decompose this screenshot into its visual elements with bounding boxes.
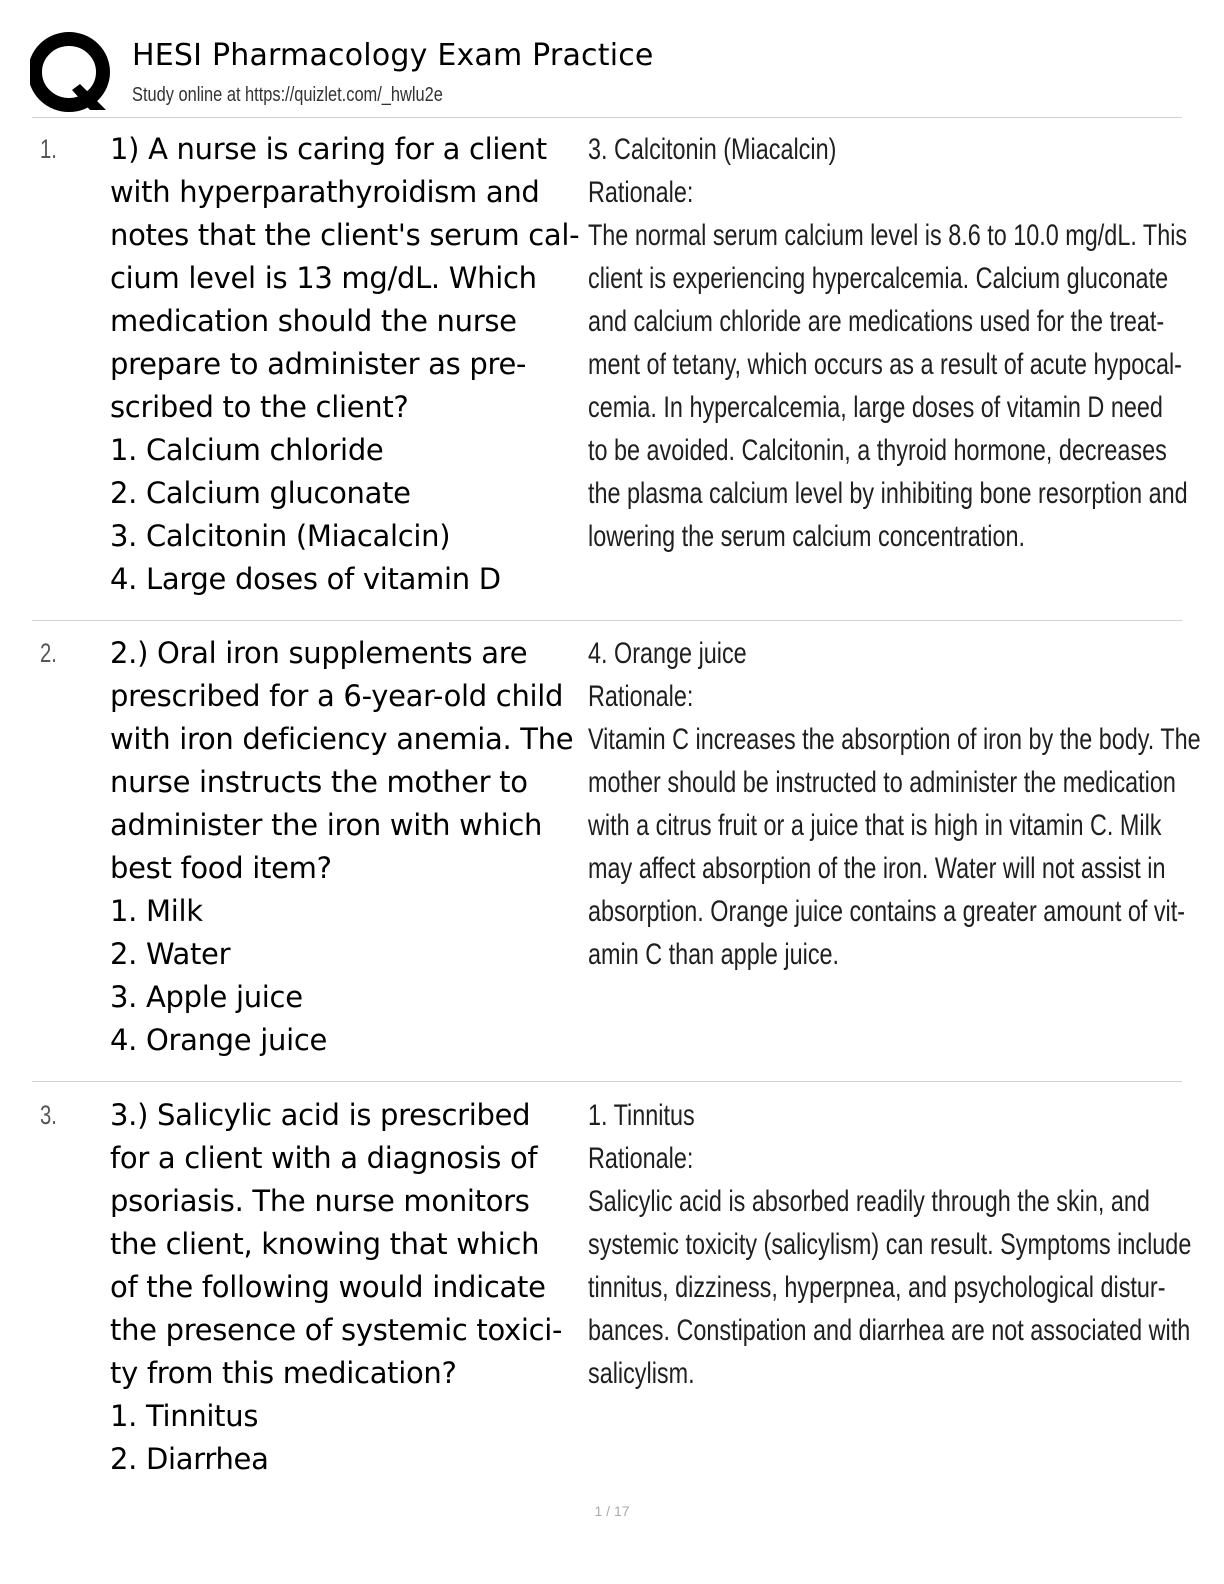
answer-line: 1. Tinnitus [588, 1099, 695, 1132]
answer-option: 1. Calcium chloride [110, 433, 384, 467]
question-line: psoriasis. The nurse monitors [110, 1184, 530, 1218]
answer-option: 1. Milk [110, 894, 203, 928]
card-number: 1. [40, 134, 57, 164]
divider [32, 620, 1182, 621]
question-line: for a client with a diagnosis of [110, 1141, 538, 1175]
answer-option: 2. Diarrhea [110, 1442, 269, 1476]
question-line: best food item? [110, 851, 332, 885]
quizlet-q-logo-icon [30, 32, 112, 114]
answer-option: 2. Water [110, 937, 231, 971]
question-line: of the following would indicate [110, 1270, 546, 1304]
question-line: prescribed for a 6-year-old child [110, 679, 564, 713]
answer-line: lowering the serum calcium concentration. [588, 520, 1026, 553]
question-line: 3.) Salicylic acid is prescribed [110, 1098, 531, 1132]
question-line: prepare to administer as pre- [110, 347, 527, 381]
question-line: nurse instructs the mother to [110, 765, 528, 799]
answer-line: with a citrus fruit or a juice that is high in vitamin C. Milk [588, 809, 1162, 842]
answer-line: the plasma calcium level by inhibiting bone resorption and [588, 477, 1188, 510]
answer-line: and calcium chloride are medications used for the treat- [588, 305, 1165, 338]
answer-line: The normal serum calcium level is 8.6 to 10.0 mg/dL. This [588, 219, 1188, 252]
answer-line: client is experiencing hypercalcemia. Calcium gluconate [588, 262, 1169, 295]
card-number: 2. [40, 638, 57, 668]
answer-option: 3. Apple juice [110, 980, 303, 1014]
divider [32, 1081, 1182, 1082]
question-line: 2.) Oral iron supplements are [110, 636, 528, 670]
answer-line: salicylism. [588, 1357, 695, 1390]
question-line: with hyperparathyroidism and [110, 175, 540, 209]
question-line: the client, knowing that which [110, 1227, 540, 1261]
question-line: notes that the client's serum cal- [110, 218, 580, 252]
page-title: HESI Pharmacology Exam Practice [132, 38, 654, 73]
answer-line: amin C than apple juice. [588, 938, 840, 971]
answer-line: to be avoided. Calcitonin, a thyroid hormone, decreases [588, 434, 1167, 467]
question-line: administer the iron with which [110, 808, 543, 842]
answer-line: Vitamin C increases the absorption of iron by the body. The [588, 723, 1201, 756]
card-question [110, 128, 585, 601]
card-number: 3. [40, 1100, 57, 1130]
question-line: cium level is 13 mg/dL. Which [110, 261, 537, 295]
answer-line: 4. Orange juice [588, 637, 747, 670]
card-answer [588, 128, 1188, 558]
answer-line: tinnitus, dizziness, hyperpnea, and psychological distur- [588, 1271, 1166, 1304]
question-line: ty from this medication? [110, 1356, 457, 1390]
answer-line: Rationale: [588, 176, 694, 209]
card-answer [588, 632, 1201, 976]
study-link[interactable]: Study online at https://quizlet.com/_hwlu2e [132, 84, 443, 106]
answer-line: 3. Calcitonin (Miacalcin) [588, 133, 837, 166]
answer-option: 4. Orange juice [110, 1023, 328, 1057]
card-question [110, 632, 585, 1062]
answer-option: 2. Calcium gluconate [110, 476, 411, 510]
card-question [110, 1094, 585, 1481]
answer-line: systemic toxicity (salicylism) can result. Symptoms include [588, 1228, 1192, 1261]
answer-option: 4. Large doses of vitamin D [110, 562, 501, 596]
answer-line: may affect absorption of the iron. Water will not assist in [588, 852, 1166, 885]
question-line: with iron deficiency anemia. The [110, 722, 574, 756]
answer-line: bances. Constipation and diarrhea are not associated with [588, 1314, 1191, 1347]
answer-line: ment of tetany, which occurs as a result of acute hypocal- [588, 348, 1182, 381]
divider [32, 117, 1182, 118]
question-line: 1) A nurse is caring for a client [110, 132, 547, 166]
answer-option: 3. Calcitonin (Miacalcin) [110, 519, 451, 553]
card-answer [588, 1094, 1192, 1395]
page-number: 1 / 17 [594, 1503, 630, 1519]
answer-line: Rationale: [588, 1142, 694, 1175]
answer-line: mother should be instructed to administer the medication [588, 766, 1176, 799]
question-line: scribed to the client? [110, 390, 409, 424]
question-line: the presence of systemic toxici- [110, 1313, 563, 1347]
answer-line: Rationale: [588, 680, 694, 713]
answer-option: 1. Tinnitus [110, 1399, 259, 1433]
page-header [30, 28, 1180, 118]
question-line: medication should the nurse [110, 304, 517, 338]
answer-line: cemia. In hypercalcemia, large doses of vitamin D need [588, 391, 1163, 424]
answer-line: absorption. Orange juice contains a greater amount of vit- [588, 895, 1186, 928]
answer-line: Salicylic acid is absorbed readily through the skin, and [588, 1185, 1150, 1218]
